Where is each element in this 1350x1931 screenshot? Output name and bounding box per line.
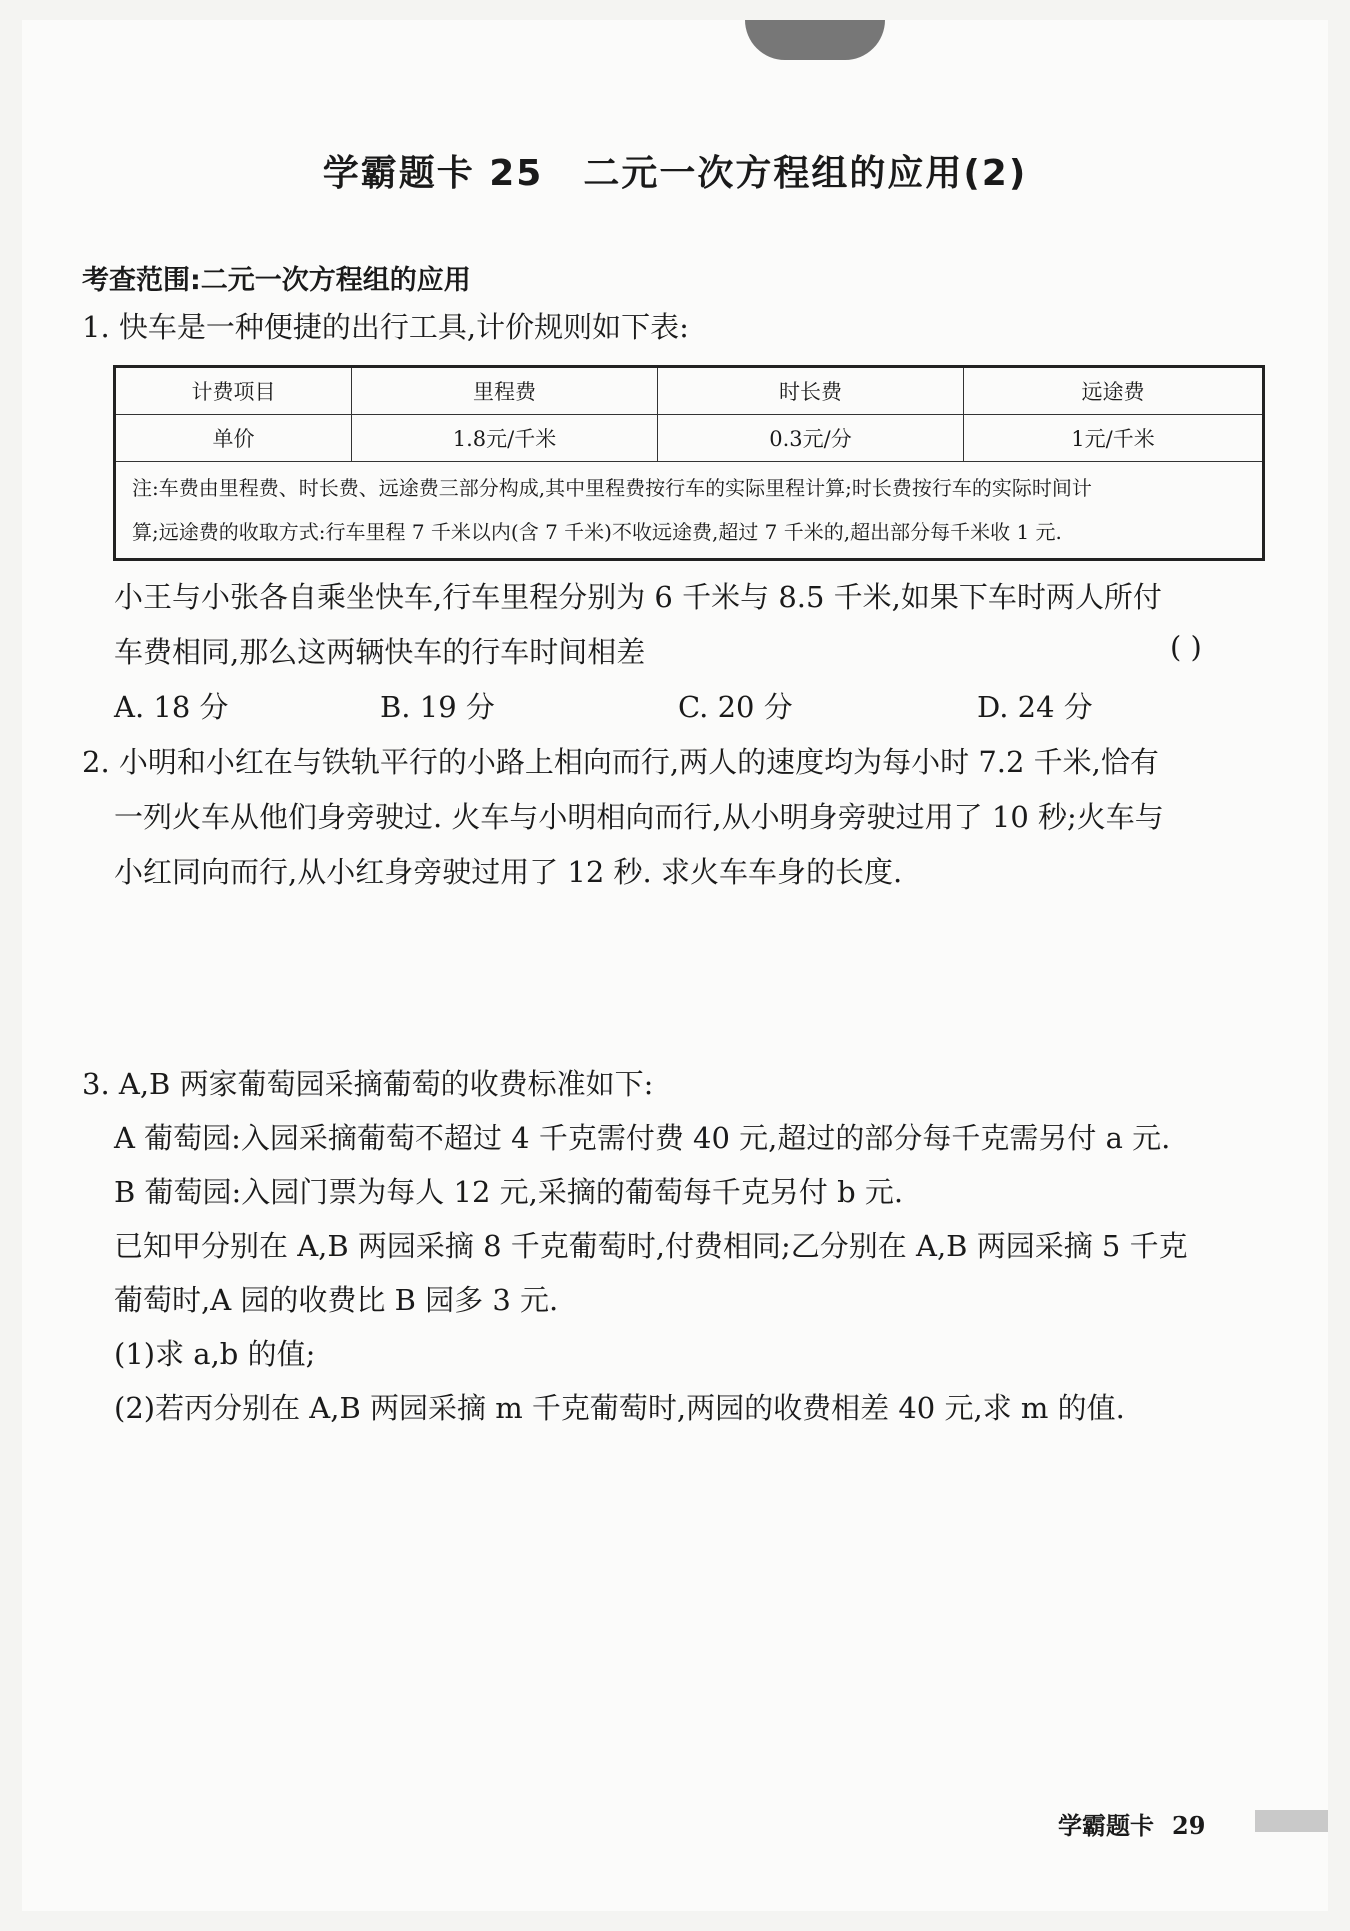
title-card-number: 学霸题卡 25: [322, 153, 544, 194]
q3-subquestion-2: (2)若丙分别在 A,B 两园采摘 m 千克葡萄时,两园的收费相差 40 元,求 m 的值.: [114, 1391, 1125, 1425]
q2-line: 小红同向而行,从小红身旁驶过用了 12 秒. 求火车车身的长度.: [114, 855, 903, 889]
q3-subquestion-1: (1)求 a,b 的值;: [114, 1337, 316, 1371]
page-sheet: [22, 20, 1328, 1911]
table-cell: 1元/千米: [964, 415, 1264, 462]
q1-text-line: 小王与小张各自乘坐快车,行车里程分别为 6 千米与 8.5 千米,如果下车时两人所付: [114, 580, 1162, 614]
fare-table: [113, 365, 1265, 561]
q2-line: 一列火车从他们身旁驶过. 火车与小明相向而行,从小明身旁驶过用了 10 秒;火车与: [114, 800, 1164, 834]
option-d: D. 24 分: [977, 690, 1093, 724]
page-number: 29: [1172, 1811, 1206, 1840]
table-note-line: 算;远途费的收取方式:行车里程 7 千米以内(含 7 千米)不收远途费,超过 7 千米的,超出部分每千米收 1 元.: [132, 520, 1062, 544]
q3-line: A 葡萄园:入园采摘葡萄不超过 4 千克需付费 40 元,超过的部分每千克需另付 a 元.: [114, 1121, 1171, 1155]
table-cell: 1.8元/千米: [352, 415, 658, 462]
q3-line: 葡萄时,A 园的收费比 B 园多 3 元.: [114, 1283, 559, 1317]
exam-scope: 考查范围:二元一次方程组的应用: [82, 265, 471, 296]
answer-parentheses: ( ): [1170, 630, 1202, 664]
table-cell: 单价: [115, 415, 352, 462]
table-header-cell: 时长费: [658, 367, 964, 415]
q2-line: 2. 小明和小红在与铁轨平行的小路上相向而行,两人的速度均为每小时 7.2 千米,恰有: [82, 745, 1159, 779]
footer-label: 学霸题卡: [1058, 1812, 1154, 1840]
table-header-cell: 里程费: [352, 367, 658, 415]
footer-bar: [1255, 1810, 1328, 1832]
fare-table-price-row: [115, 415, 1264, 462]
fare-table-note-row: [115, 462, 1264, 560]
page-title: [0, 145, 1350, 196]
option-a: A. 18 分: [114, 690, 229, 724]
fare-table-header-row: [115, 367, 1264, 415]
q3-line: 3. A,B 两家葡萄园采摘葡萄的收费标准如下:: [82, 1067, 654, 1101]
option-c: C. 20 分: [678, 690, 793, 724]
page-footer: [1058, 1806, 1205, 1841]
title-topic: 二元一次方程组的应用(2): [583, 153, 1028, 194]
q3-line: B 葡萄园:入园门票为每人 12 元,采摘的葡萄每千克另付 b 元.: [114, 1175, 904, 1209]
q1-text-line: 车费相同,那么这两辆快车的行车时间相差: [114, 635, 646, 669]
table-note-line: 注:车费由里程费、时长费、远途费三部分构成,其中里程费按行车的实际里程计算;时长费按行车的实际时间计: [132, 476, 1092, 500]
table-note: [115, 462, 1264, 560]
table-header-cell: 计费项目: [115, 367, 352, 415]
table-header-cell: 远途费: [964, 367, 1264, 415]
option-b: B. 19 分: [380, 690, 495, 724]
table-cell: 0.3元/分: [658, 415, 964, 462]
binding-hole-shadow: [745, 20, 885, 60]
q3-line: 已知甲分别在 A,B 两园采摘 8 千克葡萄时,付费相同;乙分别在 A,B 两园采摘 5 千克: [114, 1229, 1188, 1263]
q1-intro: 1. 快车是一种便捷的出行工具,计价规则如下表:: [82, 310, 689, 344]
